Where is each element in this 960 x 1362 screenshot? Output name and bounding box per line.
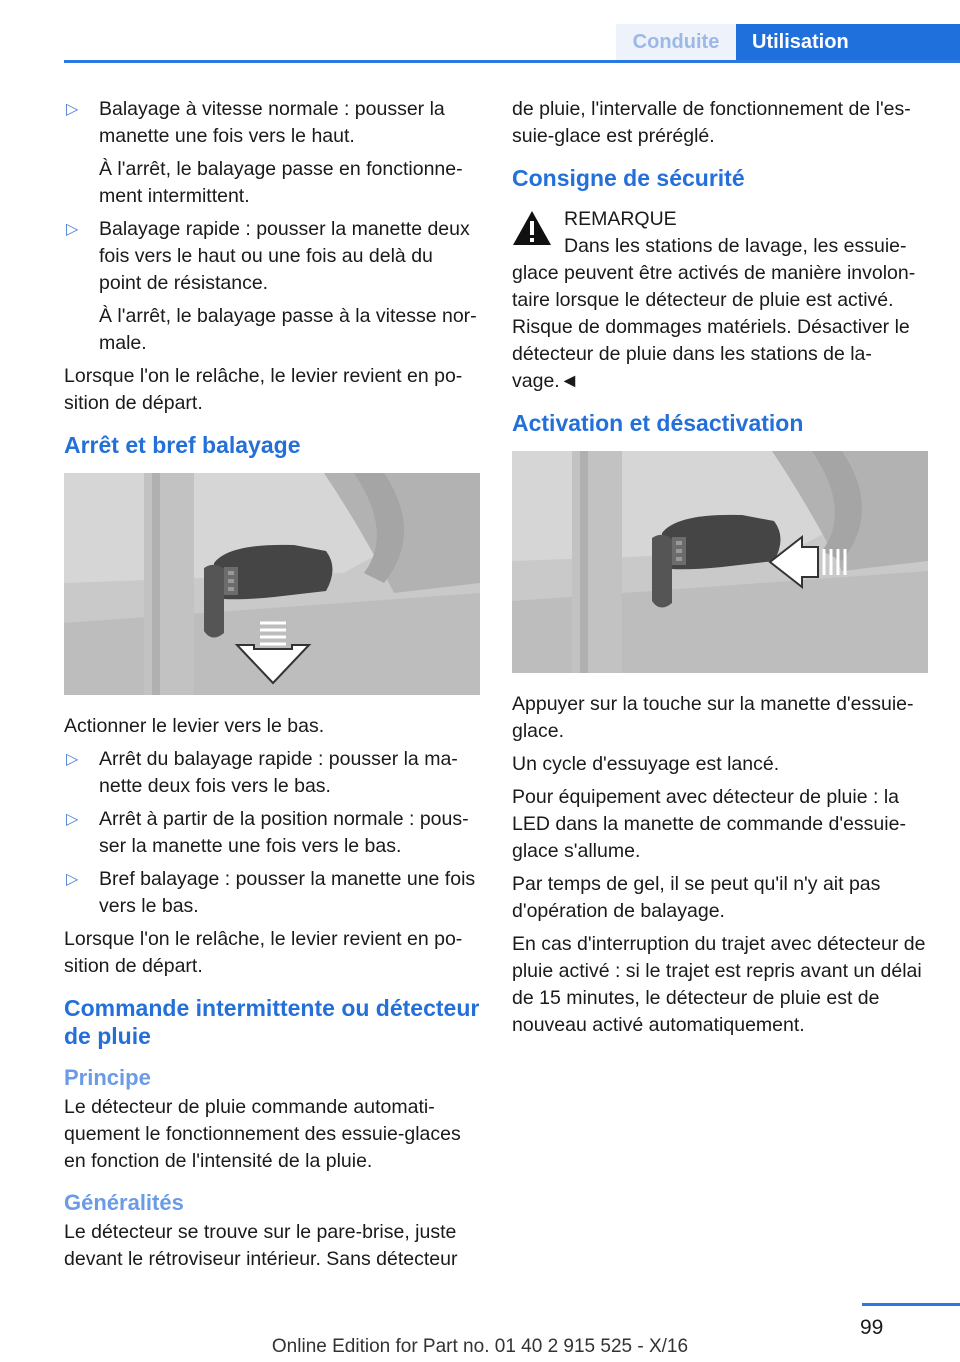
warning-triangle-icon [512,210,552,246]
left-column [64,96,480,1279]
activation-text-3: Pour équipement avec détecteur de pluie : la LED dans la manette de commande d'essuie-glace s'allume. [512,786,906,862]
wiper-lever-down-figure [64,473,480,695]
header-rule [64,60,960,63]
activation-text-2: Un cycle d'essuyage est lancé. [512,753,780,775]
footer-rule [862,1303,960,1306]
list-item-text: Arrêt à partir de la position normale : pous-ser la manette une fois vers le bas. [99,808,469,857]
page-number: 99 [860,1316,884,1339]
bullet-triangle-icon: ▷ [66,221,79,238]
footer-text: Online Edition for Part no. 01 40 2 915 525 - X/16 [271,1336,689,1357]
heading-principe: Principe [64,1065,151,1090]
activation-text-4: Par temps de gel, il se peut qu'il n'y ait pas d'opération de balayage. [512,873,881,922]
activation-text-1: Appuyer sur la touche sur la manette d'essuie-glace. [512,693,914,742]
list-item-text: Bref balayage : pousser la manette une fois vers le bas. [99,868,476,917]
bullet-triangle-icon: ▷ [66,101,79,118]
list-item [64,806,480,860]
tab-utilisation[interactable]: Utilisation [736,24,960,60]
list-item [64,96,480,150]
release-text: Lorsque l'on le relâche, le levier revient en po-sition de départ. [64,365,463,414]
warning-title: REMARQUE [564,208,677,230]
heading-arret: Arrêt et bref balayage [64,432,301,458]
principe-text: Le détecteur de pluie commande automati-quement le fonctionnement des essuie-glaces en fonction de l'intensité de la pluie. [64,1096,461,1172]
wiper-button-press-figure [512,451,928,673]
heading-generalites: Généralités [64,1190,184,1215]
page-header [0,0,960,66]
list-item-text: Arrêt du balayage rapide : pousser la ma-nette deux fois vers le bas. [99,748,458,797]
bullet-triangle-icon: ▷ [66,871,79,888]
warning-first-line: Dans les stations de lavage, les essuie- [564,235,907,257]
heading-commande: Commande intermittente ou détecteur de pluie [64,995,480,1049]
list-item-note: À l'arrêt, le balayage passe en fonctionne-ment intermittent. [99,158,463,207]
list-item-text: Balayage rapide : pousser la manette deux fois vers le haut ou une fois au delà du point de résistance. [99,218,470,294]
release-text: Lorsque l'on le relâche, le levier revient en po-sition de départ. [64,928,463,977]
tab-conduite[interactable]: Conduite [616,24,736,60]
list-item-note: À l'arrêt, le balayage passe à la vitesse nor-male. [99,305,477,354]
bullet-triangle-icon: ▷ [66,751,79,768]
generalites-text: Le détecteur se trouve sur le pare-brise, juste devant le rétroviseur intérieur. Sans détecteur [64,1221,458,1270]
heading-consigne: Consigne de sécurité [512,165,745,191]
list-item-text: Balayage à vitesse normale : pousser la manette une fois vers le haut. [99,98,445,147]
list-item [64,216,480,297]
continued-text: de pluie, l'intervalle de fonctionnement de l'es-suie-glace est préréglé. [512,98,911,147]
bullet-triangle-icon: ▷ [66,811,79,828]
warning-block [512,206,928,260]
list-item [64,746,480,800]
warning-text: glace peuvent être activés de manière involon-taire lorsque le détecteur de pluie est activé. Risque de dommages matériels. Désactiver le détecteur de pluie dans les stations de la-vage.◄ [512,262,916,392]
actionner-text: Actionner le levier vers le bas. [64,715,325,737]
heading-activation: Activation et désactivation [512,410,804,436]
list-item [64,866,480,920]
right-column [512,96,928,1045]
activation-text-5: En cas d'interruption du trajet avec détecteur de pluie activé : si le trajet est repris avant un délai de 15 minutes, le détecteur de pluie est de nouveau activé automatiquement. [512,933,926,1036]
